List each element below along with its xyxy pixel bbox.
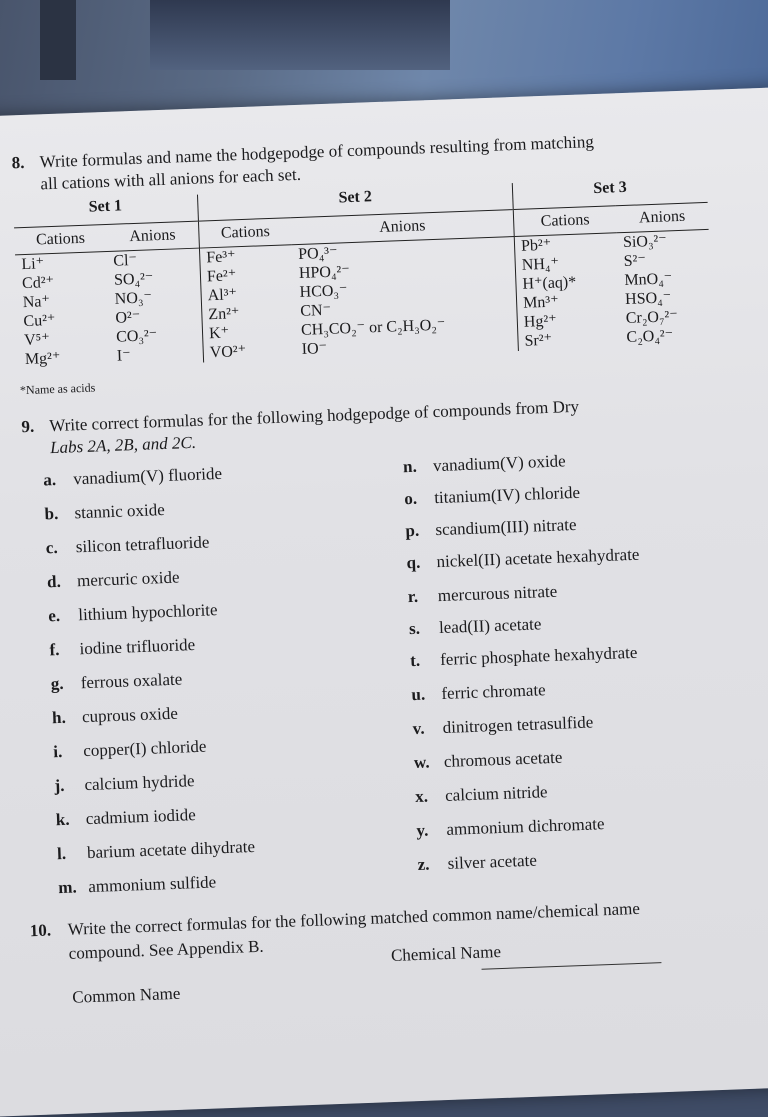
ion: PO₄³⁻: [297, 244, 338, 263]
ion-sets-table: [13, 176, 713, 369]
question-8-text-line2: all cations with all anions for each set.: [40, 164, 302, 194]
ion: NO₃⁻: [114, 289, 153, 308]
item-letter: k.: [55, 809, 70, 830]
list-item: [410, 643, 638, 671]
ion: Al³⁺: [207, 286, 238, 305]
item-name: lithium hypochlorite: [77, 600, 218, 625]
set-2-cations: [199, 245, 296, 363]
item-letter: u.: [411, 684, 426, 705]
item-letter: l.: [56, 843, 67, 864]
item-letter: y.: [416, 820, 429, 841]
list-item: [50, 670, 182, 695]
list-item: [44, 500, 165, 524]
question-9-number: 9.: [21, 416, 35, 437]
item-letter: f.: [49, 639, 60, 660]
item-letter: i.: [52, 741, 63, 762]
item-letter: b.: [44, 503, 59, 524]
item-name: barium acetate dihydrate: [86, 836, 256, 863]
set-2-anions: [292, 237, 519, 360]
item-letter: e.: [47, 605, 61, 626]
ion: VO²⁺: [209, 342, 247, 362]
item-name: iodine trifluoride: [79, 635, 196, 659]
item-name: ammonium sulfide: [87, 872, 217, 897]
item-name: ammonium dichromate: [446, 814, 605, 839]
item-letter: p.: [405, 520, 420, 541]
item-name: chromous acetate: [443, 747, 563, 771]
ion: Cu²⁺: [23, 311, 56, 331]
ion: O²⁻: [115, 308, 141, 327]
item-letter: z.: [417, 854, 430, 874]
list-item: [409, 614, 542, 639]
set-1-cations: [15, 251, 111, 369]
item-name: copper(I) chloride: [82, 736, 207, 761]
ion: Hg²⁺: [523, 312, 557, 331]
item-name: vanadium(V) oxide: [432, 451, 566, 476]
list-item: [54, 771, 195, 796]
background-object: [40, 0, 76, 80]
chemical-name-underline: [482, 962, 662, 970]
ion: K⁺: [208, 324, 230, 343]
item-name: calcium hydride: [84, 771, 195, 795]
list-item: [405, 515, 577, 541]
list-item: [408, 582, 558, 607]
item-letter: m.: [57, 877, 78, 898]
ion: IO⁻: [301, 339, 328, 358]
list-item: [47, 568, 180, 593]
ion: V⁵⁺: [23, 331, 51, 350]
item-name: scandium(III) nitrate: [435, 514, 577, 540]
item-name: silicon tetrafluoride: [75, 532, 210, 557]
ion: Mg²⁺: [24, 349, 61, 369]
list-item: [416, 814, 605, 841]
list-item: [406, 545, 639, 574]
list-item: [57, 837, 256, 864]
item-letter: h.: [51, 707, 67, 728]
ion: MnO₄⁻: [624, 270, 673, 290]
item-name: titanium(IV) chloride: [433, 482, 581, 508]
item-letter: r.: [407, 586, 419, 607]
set-3-anions: [617, 229, 713, 347]
ion: CN⁻: [300, 301, 332, 320]
ion: HPO₄²⁻: [298, 263, 351, 282]
ion: Mn³⁺: [522, 293, 559, 312]
set-1-anions-header: Anions: [106, 221, 199, 251]
ion: Pb²⁺: [520, 236, 552, 255]
ion: SO₄²⁻: [113, 270, 154, 289]
item-name: vanadium(V) fluoride: [72, 463, 223, 489]
item-letter: a.: [42, 469, 57, 490]
ion: Na⁺: [22, 293, 51, 312]
item-letter: j.: [54, 775, 65, 796]
list-item: [52, 704, 178, 729]
set-1-anions: [107, 248, 204, 366]
question-10-number: 10.: [29, 920, 52, 941]
list-item: [53, 737, 207, 763]
ion: Cr₂O₇²⁻: [625, 308, 679, 327]
item-letter: t.: [409, 650, 421, 671]
ion: CH₃CO₂⁻ or C₂H₃O₂⁻: [300, 316, 446, 339]
set-2-anions-header: Anions: [291, 210, 514, 245]
background-cloth: [150, 0, 450, 70]
item-letter: x.: [414, 786, 429, 807]
question-10-text-line1: Write the correct formulas for the following matched common name/chemical name: [67, 898, 641, 939]
ion: Li⁺: [21, 255, 45, 274]
worksheet-content: [0, 86, 768, 1115]
ion: Cd²⁺: [21, 273, 55, 293]
item-letter: s.: [408, 618, 421, 639]
list-item: [58, 872, 217, 898]
question-8-number: 8.: [11, 152, 25, 173]
item-letter: q.: [406, 552, 421, 573]
ion: H⁺(aq)*: [522, 273, 577, 293]
set-1-cations-header: Cations: [14, 224, 107, 254]
item-name: cadmium iodide: [85, 805, 197, 829]
ion: NH₄⁺: [521, 255, 560, 274]
item-name: nickel(II) acetate hexahydrate: [436, 544, 640, 572]
item-name: silver acetate: [447, 850, 538, 873]
ion: Cl⁻: [113, 251, 138, 270]
ion: I⁻: [116, 347, 131, 365]
item-letter: c.: [45, 537, 58, 558]
list-item: [415, 782, 548, 807]
item-letter: o.: [403, 488, 418, 509]
question-10-text-line2: compound. See Appendix B.: [68, 936, 264, 963]
ion: CO₃²⁻: [115, 327, 158, 346]
list-item: [412, 712, 593, 739]
worksheet-page: [0, 85, 768, 1117]
item-name: mercurous nitrate: [437, 581, 558, 606]
list-item: [404, 483, 580, 509]
chemical-name-header: Chemical Name: [390, 942, 502, 966]
list-item: [45, 532, 209, 558]
list-item: [414, 748, 563, 773]
set-3-anions-header: Anions: [616, 202, 709, 232]
ion: Fe²⁺: [206, 267, 237, 286]
list-item: [48, 600, 218, 626]
set-3-cations-header: Cations: [513, 206, 616, 237]
item-letter: w.: [413, 752, 430, 773]
ion: Sr²⁺: [524, 331, 553, 350]
ion: S²⁻: [623, 252, 647, 271]
set-2-title: Set 2: [197, 183, 513, 221]
ion: HSO₄⁻: [624, 289, 672, 309]
list-item: [403, 451, 566, 477]
ion: C₂O₄²⁻: [626, 327, 674, 346]
acids-footnote: *Name as acids: [19, 380, 96, 398]
set-2-cations-header: Cations: [198, 218, 291, 248]
list-item: [43, 464, 222, 491]
set-1-title: Set 1: [13, 195, 198, 228]
ion: HCO₃⁻: [299, 282, 348, 301]
ion: SiO₃²⁻: [622, 232, 668, 252]
item-letter: n.: [402, 456, 418, 477]
item-name: mercuric oxide: [76, 567, 180, 591]
item-name: calcium nitride: [444, 782, 548, 805]
question-9-text-line2: Labs 2A, 2B, and 2C.: [49, 432, 197, 458]
item-name: cuprous oxide: [81, 703, 179, 727]
item-letter: g.: [50, 673, 64, 694]
list-item: [411, 680, 546, 705]
item-name: ferric phosphate hexahydrate: [439, 642, 638, 670]
list-item: [55, 805, 196, 830]
item-letter: d.: [46, 571, 62, 592]
item-name: ferrous oxalate: [80, 669, 183, 693]
item-name: ferric chromate: [441, 680, 547, 704]
ion: Zn²⁺: [208, 305, 240, 324]
item-name: lead(II) acetate: [438, 614, 542, 638]
question-8-text-line1: Write formulas and name the hodgepodge of compounds resulting from matching: [39, 132, 595, 172]
item-name: stannic oxide: [74, 500, 166, 523]
item-name: dinitrogen tetrasulfide: [442, 712, 594, 737]
item-letter: v.: [412, 718, 425, 739]
list-item: [417, 851, 537, 875]
set-3-cations: [514, 233, 621, 351]
ion: Fe³⁺: [205, 248, 236, 267]
list-item: [49, 635, 195, 660]
question-9-text-line1: Write correct formulas for the following hodgepodge of compounds from Dry: [49, 396, 580, 436]
common-name-header: Common Name: [71, 983, 181, 1007]
set-3-title: Set 3: [593, 178, 627, 198]
